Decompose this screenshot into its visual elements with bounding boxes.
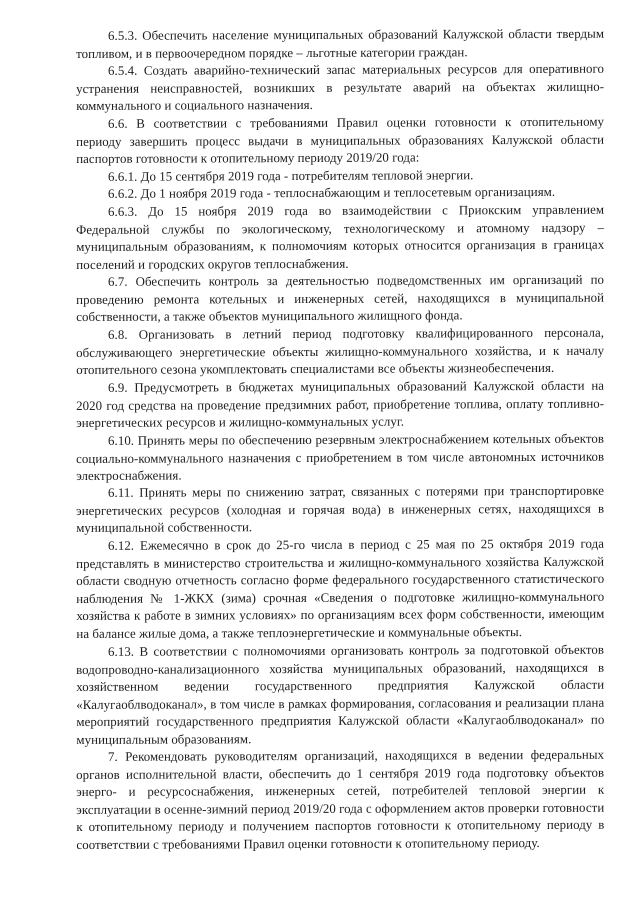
paragraph-6-13: 6.13. В соответствии с полномочиями организовать контроль за подготовкой объектов водопроводно-канализационного хозяйства муниципальных образований, находящихся в хозяйственном ведении государственного предприятия Калужской области «Калугаоблводоканал», в том числе в рамках формирования, согласования и реализации плана мероприятий государственного предприятия Калужской области «Калугаоблводоканал» по муниципальным образованиям. <box>76 642 605 747</box>
paragraph-6-7: 6.7. Обеспечить контроль за деятельностью подведомственных им организаций по проведению ремонта котельных и инженерных сетей, находящихся в муниципальной собственности, а также объектов муниципального жилищного фонда. <box>76 273 605 325</box>
paragraph-6-6-2: 6.6.2. До 1 ноября 2019 года - теплоснабжающим и теплосетевым организациям. <box>108 185 556 202</box>
paragraph-6-6-1: 6.6.1. До 15 сентября 2019 года - потребителям тепловой энергии. <box>108 168 474 184</box>
paragraph-6-5-3: 6.5.3. Обеспечить население муниципальных образований Калужской области твердым топливом, и в первоочередном порядке – льготные категории граждан. <box>76 26 605 61</box>
paragraph-6-12: 6.12. Ежемесячно в срок до 25-го числа в период с 25 мая по 25 октября 2019 года представлять в министерство строительства и жилищно-коммунального хозяйства Калужской области сводную отчетность согласно форме федерального государственного статистического наблюдения № 1-ЖКХ (зима) срочная «Сведения о подготовке жилищно-коммунального хозяйства к работе в зимних условиях» по организациям всех форм собственности, имеющим на балансе жилые дома, а также теплоэнергетические и коммунальные объекты. <box>76 536 605 642</box>
paragraph-6-9: 6.9. Предусмотреть в бюджетах муниципальных образований Калужской области на 2020 год средства на проведение предзимних работ, приобретение топлива, оплату топливно-энергетических ресурсов и жилищно-коммунальных услуг. <box>76 378 605 431</box>
paragraph-6-11: 6.11. Принять меры по снижению затрат, связанных с потерями при транспортировке энергетических ресурсов (холодная и горячая вода) в инженерных сетях, находящихся в муниципальной собственности. <box>76 484 605 536</box>
paragraph-6-10: 6.10. Принять меры по обеспечению резервным электроснабжением котельных объектов социально-коммунального назначения с приобретением в том числе автономных источников электроснабжения. <box>76 431 605 483</box>
paragraph-6-6-3: 6.6.3. До 15 ноября 2019 года во взаимодействии с Приокским управлением Федеральной службы по экологическому, технологическому и атомному надзору – муниципальным образованиям, к полномочиям которых относится организация в границах поселений и городских округов теплоснабжения. <box>76 202 605 272</box>
paragraph-6-6: 6.6. В соответствии с требованиями Правил оценки готовности к отопительному периоду завершить процесс выдачи в муниципальных образованиях Калужской области паспортов готовности к отопительному периоду 2019/20 года: <box>76 114 605 167</box>
paragraph-7: 7. Рекомендовать руководителям организаций, находящихся в ведении федеральных органов исполнительной власти, обеспечить до 1 сентября 2019 года подготовку объектов энерго- и ресурсоснабжения, инженерных сетей, потребителей тепловой энергии к эксплуатации в осенне-зимний период 2019/20 года с оформлением актов проверки готовности к отопительному периоду и получением паспортов готовности к отопительному периоду в соответствии с требованиями Правил оценки готовности к отопительному периоду. <box>76 748 605 853</box>
paragraph-6-8: 6.8. Организовать в летний период подготовку квалифицированного персонала, обслуживающего энергетические объекты жилищно-коммунального хозяйства, и к началу отопительного сезона укомплектовать специалистами все объекты жизнеобеспечения. <box>76 325 605 378</box>
paragraph-6-5-4: 6.5.4. Создать аварийно-технический запас материальных ресурсов для оперативного устранения неисправностей, возникших в результате аварий на объектах жилищно-коммунального и социального назначения. <box>76 61 605 114</box>
